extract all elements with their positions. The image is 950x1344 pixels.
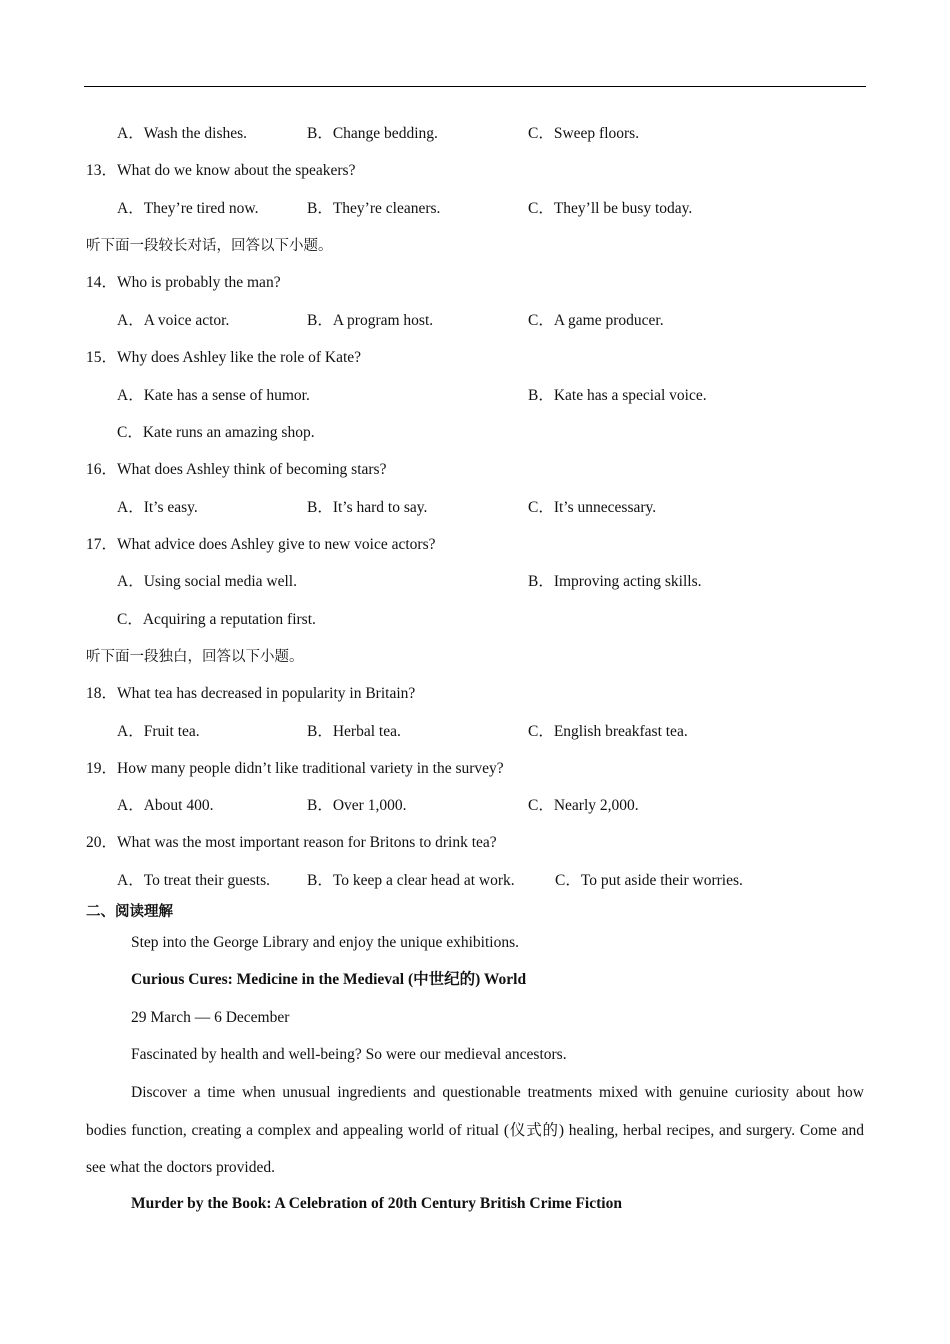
q16-option-c: C．It’s unnecessary. xyxy=(528,499,657,516)
q12-option-a: A．Wash the dishes. xyxy=(117,125,248,142)
q18-option-c: C．English breakfast tea. xyxy=(528,723,688,740)
exhibit1-paragraph-2: Discover a time when unusual ingredients and questionable treatments mixed with genuine curiosity about how bodies function, creating a complex and appealing world of ritual (仪式的) healing, herbal recipes, and surgery. Come and see what the doctors provided. xyxy=(86,1084,864,1176)
q16-stem: 16．What does Ashley think of becoming stars? xyxy=(86,461,387,478)
q18-option-b: B．Herbal tea. xyxy=(307,723,401,740)
exhibit1-paragraph-1: Fascinated by health and well-being? So were our medieval ancestors. xyxy=(131,1046,567,1063)
q14-option-c: C．A game producer. xyxy=(528,312,664,329)
instruction-dialogue: 听下面一段较长对话，回答以下小题。 xyxy=(86,238,333,254)
header-rule xyxy=(84,86,866,87)
q12-option-b: B．Change bedding. xyxy=(307,125,438,142)
q17-stem: 17．What advice does Ashley give to new voice actors? xyxy=(86,536,436,553)
q15-option-b: B．Kate has a special voice. xyxy=(528,387,707,404)
exhibit1-title: Curious Cures: Medicine in the Medieval (中世纪的) World xyxy=(131,971,527,988)
q15-option-c: C．Kate runs an amazing shop. xyxy=(117,424,315,441)
q13-option-c: C．They’ll be busy today. xyxy=(528,200,693,217)
q14-stem: 14．Who is probably the man? xyxy=(86,274,281,291)
q16-option-a: A．It’s easy. xyxy=(117,499,198,516)
reading-intro: Step into the George Library and enjoy the unique exhibitions. xyxy=(131,934,519,951)
q19-option-c: C．Nearly 2,000. xyxy=(528,797,639,814)
q17-option-c: C．Acquiring a reputation first. xyxy=(117,611,316,628)
exhibit2-title: Murder by the Book: A Celebration of 20th Century British Crime Fiction xyxy=(131,1195,622,1212)
instruction-monologue: 听下面一段独白，回答以下小题。 xyxy=(86,649,304,665)
q18-stem: 18．What tea has decreased in popularity in Britain? xyxy=(86,685,416,702)
q13-option-a: A．They’re tired now. xyxy=(117,200,259,217)
q13-option-b: B．They’re cleaners. xyxy=(307,200,441,217)
exhibit1-dates: 29 March — 6 December xyxy=(131,1009,290,1026)
q15-option-a: A．Kate has a sense of humor. xyxy=(117,387,310,404)
q20-option-c: C．To put aside their worries. xyxy=(555,872,743,889)
q12-option-c: C．Sweep floors. xyxy=(528,125,640,142)
q14-option-a: A．A voice actor. xyxy=(117,312,230,329)
q19-stem: 19．How many people didn’t like traditional variety in the survey? xyxy=(86,760,504,777)
q13-stem: 13．What do we know about the speakers? xyxy=(86,162,356,179)
section-heading-reading: 二、阅读理解 xyxy=(86,904,173,920)
q20-stem: 20．What was the most important reason for Britons to drink tea? xyxy=(86,834,497,851)
q19-option-a: A．About 400. xyxy=(117,797,214,814)
q20-option-b: B．To keep a clear head at work. xyxy=(307,872,515,889)
q16-option-b: B．It’s hard to say. xyxy=(307,499,428,516)
q19-option-b: B．Over 1,000. xyxy=(307,797,407,814)
q17-option-b: B．Improving acting skills. xyxy=(528,573,702,590)
q14-option-b: B．A program host. xyxy=(307,312,434,329)
q20-option-a: A．To treat their guests. xyxy=(117,872,271,889)
q15-stem: 15．Why does Ashley like the role of Kate? xyxy=(86,349,362,366)
q18-option-a: A．Fruit tea. xyxy=(117,723,200,740)
q17-option-a: A．Using social media well. xyxy=(117,573,297,590)
